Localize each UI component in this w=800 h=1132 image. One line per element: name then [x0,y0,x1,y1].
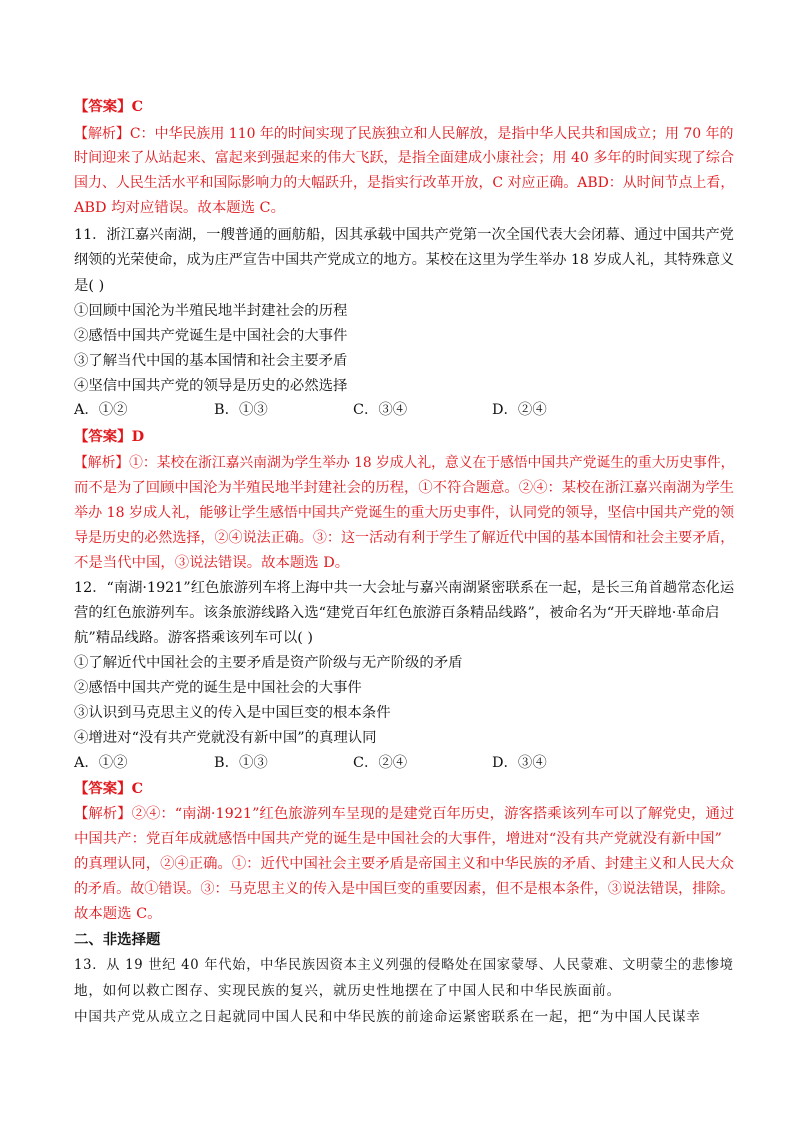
option-a: A．①② [74,402,128,418]
question-stem-line: 纲领的光荣使命，成为庄严宣告中国共产党成立的地方。某校在这里为学生举办 18 岁成人礼，其特殊意义 [74,252,735,268]
question-item: ②感悟中国共产党诞生是中国社会的大事件 [74,328,348,344]
question-item: ③了解当代中国的基本国情和社会主要矛盾 [74,353,348,369]
answer-label: 【答案】C [74,98,144,115]
analysis-line: 【解析】②④：“南湖·1921”红色旅游列车呈现的是建党百年历史，游客搭乘该列车可以了解党史，通过 [74,806,735,822]
analysis-line: 不是当代中国，③说法错误。故本题选 D。 [74,555,350,571]
analysis-line: 导是历史的必然选择，②④说法正确。③：这一活动有利于学生了解近代中国的基本国情和社会主要矛盾， [74,530,735,546]
option-a: A．①② [74,755,128,771]
analysis-line: 【解析】①：某校在浙江嘉兴南湖为学生举办 18 岁成人礼，意义在于感悟中国共产党诞生的重大历史事件， [74,455,735,471]
question-stem-line: 13．从 19 世纪 40 年代始，中华民族因资本主义列强的侵略处在国家蒙辱、人民蒙难、文明蒙尘的悲惨境 [74,957,734,973]
question-item: ④增进对“没有共产党就没有新中国”的真理认同 [74,730,377,746]
question-stem-line: 12．“南湖·1921”红色旅游列车将上海中共一大会址与嘉兴南湖紧密联系在一起，是长三角首趟常态化运 [74,580,735,596]
analysis-line: 国力、人民生活水平和国际影响力的大幅跃升，是指实行改革开放，C 对应正确。ABD：从时间节点上看， [74,175,735,191]
question-stem-line: 营的红色旅游列车。该条旅游线路入选“建党百年红色旅游百条精品线路”，被命名为“开天辟地·革命启 [74,605,720,621]
answer-label: 【答案】C [74,780,144,797]
option-c: C．②④ [353,755,408,771]
question-item: ②感悟中国共产党的诞生是中国社会的大事件 [74,680,362,696]
question-stem-line: 中国共产党从成立之日起就同中国人民和中华民族的前途命运紧密联系在一起，把“为中国人民谋幸 [74,1009,701,1025]
analysis-line: 中国共产：党百年成就感悟中国共产党的诞生是中国社会的大事件，增进对“没有共产党就没有新中国” [74,831,722,847]
option-d: D．③④ [492,755,547,771]
question-stem-line: 航”精品线路。游客搭乘该列车可以( ) [74,630,314,646]
analysis-line: 的真理认同，②④正确。①：近代中国社会主要矛盾是帝国主义和中华民族的矛盾、封建主义和人民大众 [74,856,734,872]
question-stem-line: 地，如何以救亡图存、实现民族的复兴，就历史性地摆在了中国人民和中华民族面前。 [74,983,621,999]
answer-label: 【答案】D [74,428,145,445]
question-stem-line: 11．浙江嘉兴南湖，一艘普通的画舫船，因其承载中国共产党第一次全国代表大会闭幕、通过中国共产党 [74,227,734,243]
analysis-line: 的矛盾。故①错误。③：马克思主义的传入是中国巨变的重要因素，但不是根本条件，③说法错误，排除。 [74,881,735,897]
question-item: ④坚信中国共产党的领导是历史的必然选择 [74,378,348,394]
option-b: B．①③ [214,755,268,771]
option-b: B．①③ [214,402,268,418]
question-item: ③认识到马克思主义的传入是中国巨变的根本条件 [74,705,391,721]
question-stem-line: 是( ) [74,278,105,294]
option-d: D．②④ [492,402,547,418]
analysis-line: 故本题选 C。 [74,906,162,922]
analysis-line: 举办 18 岁成人礼，能够让学生感悟中国共产党诞生的重大历史事件，认同党的领导，坚信中国共产党的领 [74,505,735,521]
option-c: C．③④ [353,402,408,418]
analysis-line: 【解析】C：中华民族用 110 年的时间实现了民族独立和人民解放，是指中华人民共和国成立；用 70 年的 [74,126,734,142]
analysis-line: 时间迎来了从站起来、富起来到强起来的伟大飞跃，是指全面建成小康社会；用 40 多年的时间实现了综合 [74,150,735,166]
question-item: ①了解近代中国社会的主要矛盾是资产阶级与无产阶级的矛盾 [74,655,463,671]
analysis-line: ABD 均对应错误。故本题选 C。 [74,200,285,216]
question-item: ①回顾中国沦为半殖民地半封建社会的历程 [74,303,348,319]
analysis-line: 而不是为了回顾中国沦为半殖民地半封建社会的历程，①不符合题意。②④：某校在浙江嘉兴南湖为学生 [74,480,734,496]
section-heading: 二、非选择题 [74,931,161,948]
